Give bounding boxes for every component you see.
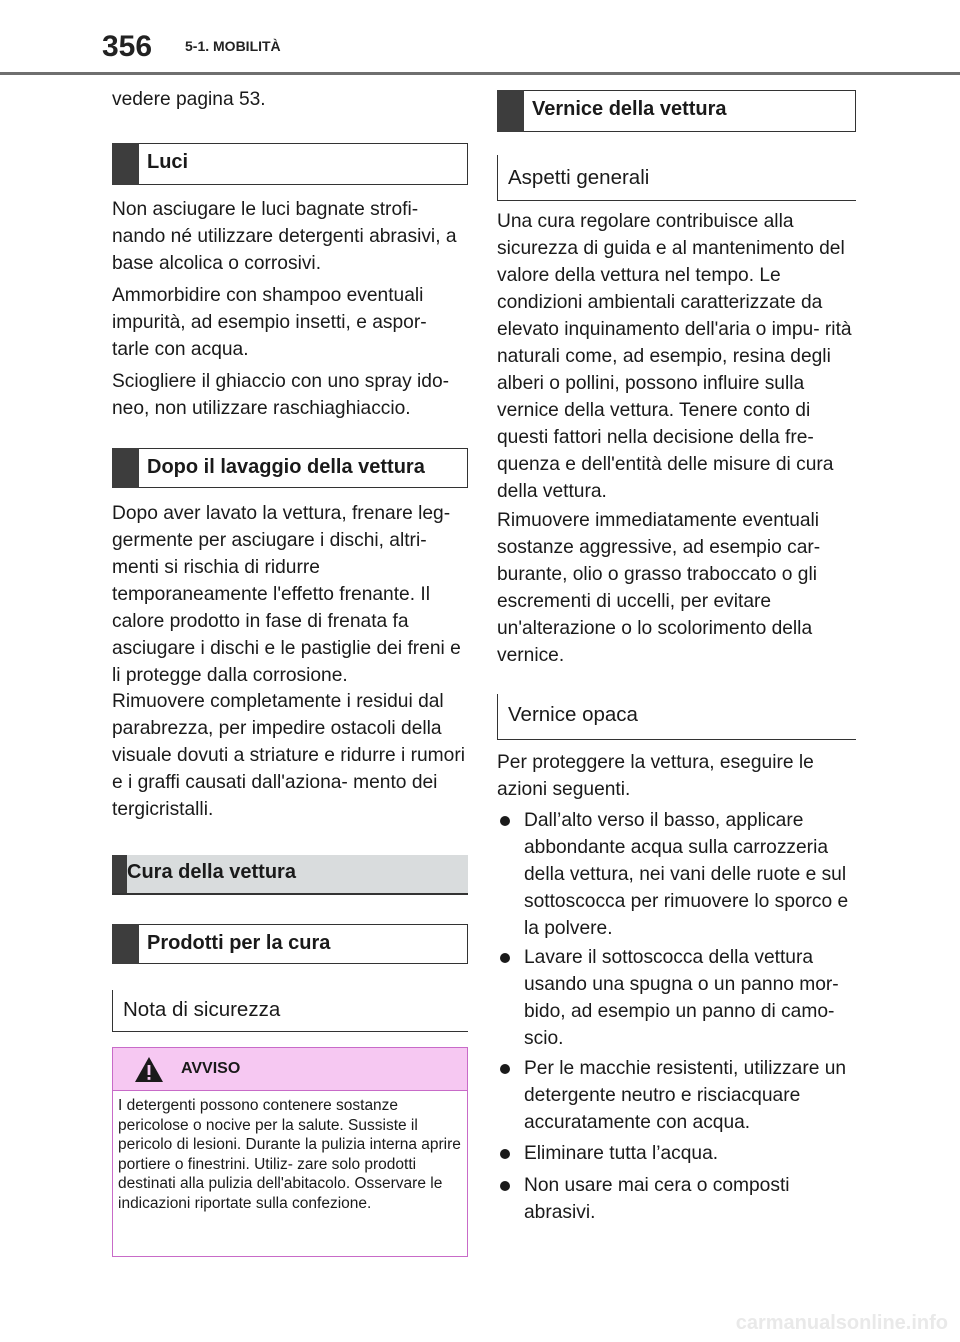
heading-aspetti-generali bbox=[497, 155, 856, 201]
heading-luci bbox=[112, 143, 468, 185]
watermark: carmanualsonline.info bbox=[735, 1312, 948, 1334]
heading-tab bbox=[497, 90, 524, 132]
heading-tab bbox=[112, 448, 139, 488]
heading-dopo-lavaggio-title: Dopo il lavaggio della vettura bbox=[147, 456, 425, 478]
heading-luci-title: Luci bbox=[147, 151, 189, 173]
intro-text: vedere pagina 53. bbox=[112, 89, 266, 110]
list-item-text: Dall’alto verso il basso, applicare abbondante acqua sulla carrozzeria della vettura, nei vani delle ruote e sul sottoscocca per rimuovere lo sporco e la polvere. bbox=[524, 810, 849, 939]
page-number: 356 bbox=[102, 30, 153, 63]
header-rule bbox=[0, 72, 960, 75]
bullet-icon bbox=[500, 1064, 510, 1074]
heading-prodotti bbox=[112, 924, 468, 964]
page-header bbox=[0, 0, 960, 76]
bullet-icon bbox=[500, 1149, 510, 1159]
heading-tab bbox=[112, 855, 127, 893]
dopo-paragraph-2: Rimuovere completamente i residui dal parabrezza, per impedire ostacoli della visuale dovuti a striature e ridurre i rumori e i graffi causati dall'aziona- mento dei tergicristalli. bbox=[112, 691, 465, 820]
heading-aspetti-generali-title: Aspetti generali bbox=[508, 166, 650, 189]
heading-nota-sicurezza bbox=[112, 990, 468, 1032]
heading-vernice-opaca bbox=[497, 694, 856, 740]
aspetti-paragraph-1: Una cura regolare contribuisce alla sicurezza di guida e al mantenimento del valore della vettura nel tempo. Le condizioni ambientali caratterizzate da elevato inquinamento dell'aria o impu- rità naturali come, ad esempio, resina degli alberi o pollini, possono influire sulla vernice della vettura. Tenere conto di questi fattori nella decisione della fre- quenza e dell'entità delle misure di cura della vettura. bbox=[497, 211, 852, 502]
heading-vernice-opaca-title: Vernice opaca bbox=[508, 703, 638, 726]
aspetti-paragraph-2: Rimuovere immediatamente eventuali sostanze aggressive, ad esempio car- burante, olio o grasso traboccato o gli escrementi di uccelli, per evitare un'alterazione o lo scolorimento della vernice. bbox=[497, 510, 821, 666]
luci-paragraph-1: Non asciugare le luci bagnate strofi- nando né utilizzare detergenti abrasivi, a base alcolica o corrosivi. bbox=[112, 199, 457, 274]
warning-divider bbox=[113, 1090, 467, 1091]
section-reference: 5-1. MOBILITÀ bbox=[185, 38, 281, 54]
opaca-intro: Per proteggere la vettura, eseguire le azioni seguenti. bbox=[497, 752, 814, 800]
dopo-paragraph-1: Dopo aver lavato la vettura, frenare leg- germente per asciugare i dischi, altri- menti si rischia di ridurre temporaneamente l'effetto frenante. Il calore prodotto in fase di frenata fa asciugare i dischi e le pastiglie dei freni e li protegge dalla corrosione. bbox=[112, 503, 461, 686]
heading-vernice-title: Vernice della vettura bbox=[532, 98, 727, 120]
warning-triangle-icon bbox=[134, 1056, 164, 1083]
warning-title: AVVISO bbox=[181, 1060, 241, 1077]
heading-tab bbox=[112, 143, 139, 185]
luci-paragraph-3: Sciogliere il ghiaccio con uno spray ido- neo, non utilizzare raschiaghiaccio. bbox=[112, 371, 450, 419]
heading-nota-sicurezza-title: Nota di sicurezza bbox=[123, 998, 281, 1021]
warning-body: I detergenti possono contenere sostanze pericolose o nocive per la salute. Sussiste il pericolo di lesioni. Durante la pulizia interna aprire portiere o finestrini. Utiliz- zare solo prodotti destinati alla pulizia dell'abitacolo. Osservare le indicazioni riportate sulla confezione. bbox=[118, 1097, 461, 1212]
heading-cura-vettura-title: Cura della vettura bbox=[127, 861, 296, 883]
bullet-icon bbox=[500, 953, 510, 963]
heading-vernice bbox=[497, 90, 856, 132]
heading-cura-vettura bbox=[112, 855, 468, 895]
heading-dopo-lavaggio bbox=[112, 448, 468, 488]
warning-box bbox=[112, 1047, 468, 1257]
bullet-icon bbox=[500, 1181, 510, 1191]
warning-header bbox=[113, 1048, 467, 1090]
heading-tab bbox=[112, 924, 139, 964]
luci-paragraph-2: Ammorbidire con shampoo eventuali impurità, ad esempio insetti, e aspor- tarle con acqua. bbox=[112, 285, 427, 360]
list-item-text: Lavare il sottoscocca della vettura usando una spugna o un panno mor- bido, ad esempio un panno di camo- scio. bbox=[524, 947, 839, 1049]
list-item-text: Non usare mai cera o composti abrasivi. bbox=[524, 1175, 790, 1223]
list-item-text: Eliminare tutta l’acqua. bbox=[524, 1143, 719, 1164]
list-item-text: Per le macchie resistenti, utilizzare un detergente neutro e risciacquare accuratamente con acqua. bbox=[524, 1058, 847, 1133]
bullet-icon bbox=[500, 816, 510, 826]
heading-prodotti-title: Prodotti per la cura bbox=[147, 932, 331, 954]
